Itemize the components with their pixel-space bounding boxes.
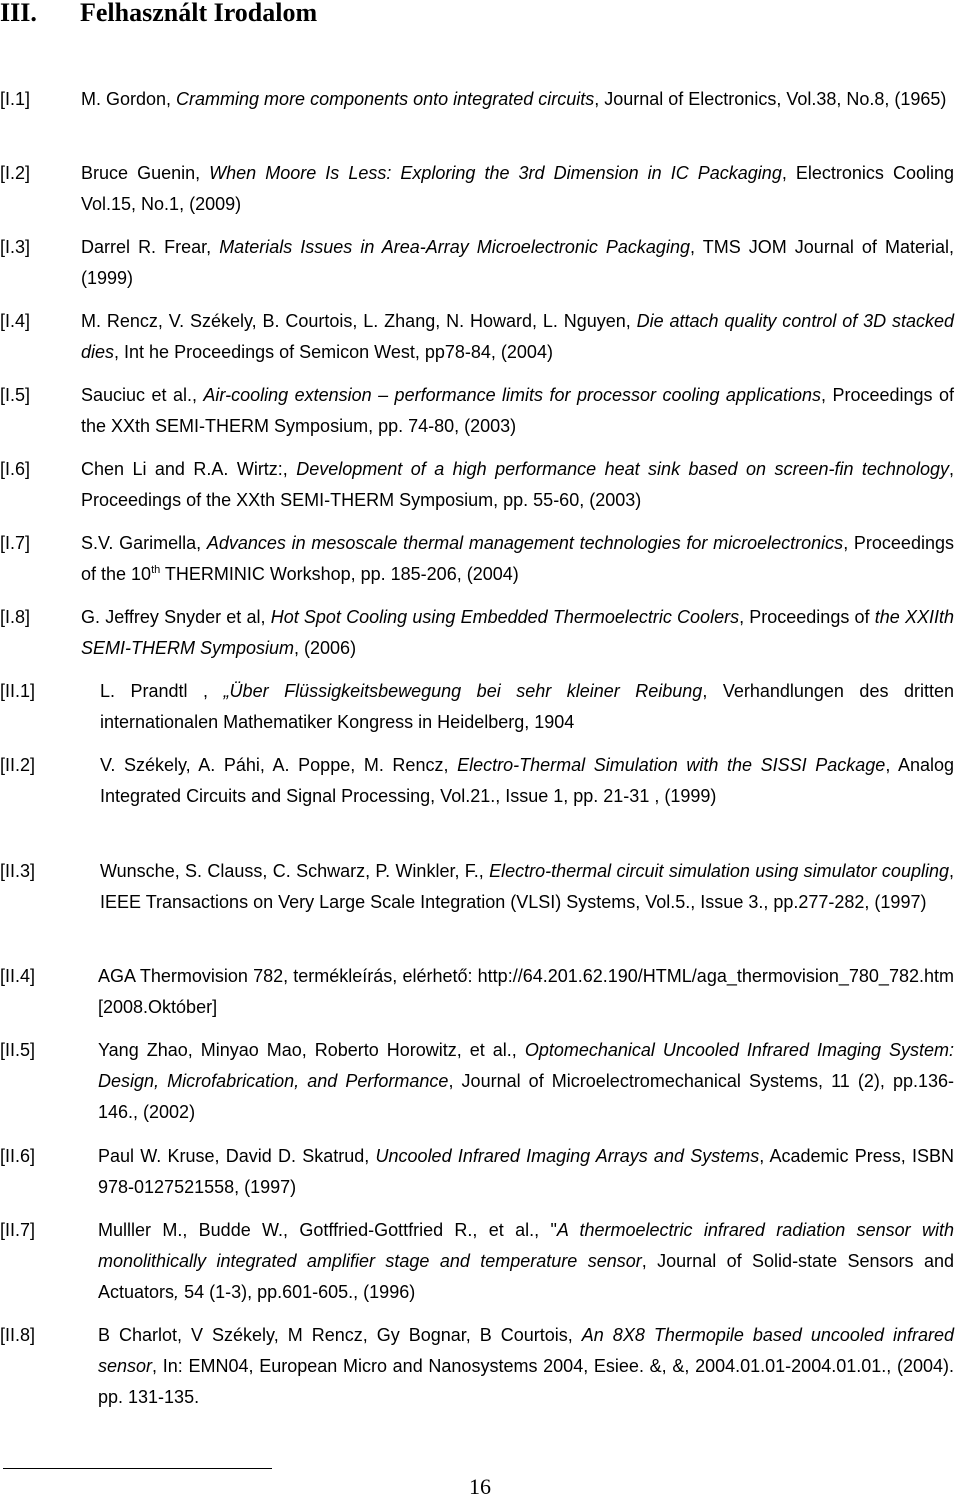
reference-title: Advances in mesoscale thermal management technologies for microelectronics	[206, 533, 844, 553]
reference-segment: , In: EMN04, European Micro and Nanosystems 2004, Esiee. &, &, 2004.01.01-2004.01.01., (2004). pp. 131-135.	[98, 1356, 954, 1407]
reference-title: When Moore Is Less: Exploring the 3rd Dimension in IC Packaging	[209, 163, 782, 183]
reference-item	[0, 1141, 954, 1203]
reference-title: Air-cooling extension – performance limits for processor cooling applications	[203, 385, 821, 405]
reference-text	[81, 380, 954, 442]
reference-segment: , Electronics Cooling Vol.15, No.1, (2009)	[81, 163, 954, 214]
reference-label: [I.2]	[0, 163, 31, 183]
reference-item	[0, 380, 954, 442]
reference-segment: , TMS JOM Journal of Material, (1999)	[81, 237, 954, 288]
reference-segment: , Proceedings of the 10	[81, 533, 954, 584]
reference-item	[0, 232, 954, 294]
reference-text	[100, 750, 954, 812]
reference-segment: M. Gordon,	[81, 89, 177, 109]
reference-segment: , Int he Proceedings of Semicon West, pp78-84, (2004)	[114, 342, 553, 362]
reference-segment: , Journal of Solid-state Sensors and Actuators	[98, 1251, 954, 1302]
reference-segment: Bruce Guenin,	[81, 163, 210, 183]
reference-segment: , Journal of Microelectromechanical Systems, 11 (2), pp.136-146., (2002)	[98, 1071, 955, 1122]
reference-text	[81, 454, 954, 516]
reference-segment: THERMINIC Workshop, pp. 185-206, (2004)	[160, 564, 519, 584]
reference-segment: Yang Zhao, Minyao Mao, Roberto Horowitz, et al.,	[98, 1040, 525, 1060]
reference-title: Hot Spot Cooling using Embedded Thermoelectric Coolers	[270, 607, 740, 627]
reference-segment: Chen Li and R.A. Wirtz:,	[81, 459, 297, 479]
reference-item	[0, 84, 954, 115]
reference-label: [I.1]	[0, 89, 31, 109]
reference-item	[0, 1035, 954, 1128]
reference-text	[98, 1141, 954, 1203]
reference-item	[0, 602, 954, 664]
reference-title: Cramming more components onto integrated circuits	[176, 89, 595, 109]
reference-label: [II.5]	[0, 1040, 36, 1060]
page-number: 16	[469, 1474, 491, 1499]
reference-segment: 54 (1-3), pp.601-605., (1996)	[179, 1282, 416, 1302]
reference-label: [II.1]	[0, 681, 36, 701]
reference-segment: , Academic Press, ISBN 978-0127521558, (1997)	[98, 1146, 954, 1197]
reference-item	[0, 676, 954, 738]
reference-text	[81, 158, 954, 220]
reference-item	[0, 856, 954, 918]
section-number: III.	[0, 0, 37, 27]
reference-text	[98, 1215, 954, 1308]
reference-label: [II.7]	[0, 1220, 36, 1240]
reference-item	[0, 454, 954, 516]
reference-text	[100, 856, 954, 918]
reference-title: Electro-Thermal Simulation with the SISSI Package	[457, 755, 886, 775]
reference-segment: G. Jeffrey Snyder et al,	[81, 607, 271, 627]
reference-segment: V. Székely, A. Páhi, A. Poppe, M. Rencz,	[100, 755, 458, 775]
reference-segment: M. Rencz, V. Székely, B. Courtois, L. Zhang, N. Howard, L. Nguyen,	[81, 311, 637, 331]
reference-segment: S.V. Garimella,	[81, 533, 207, 553]
reference-text	[100, 676, 954, 738]
reference-segment: Paul W. Kruse, David D. Skatrud,	[98, 1146, 376, 1166]
reference-text	[98, 1035, 954, 1128]
reference-text	[81, 306, 954, 368]
reference-item	[0, 158, 954, 220]
reference-segment: , Journal of Electronics, Vol.38, No.8, (1965)	[594, 89, 947, 109]
reference-item	[0, 1215, 954, 1308]
reference-segment: Mulller M., Budde W., Gotffried-Gottfried R., et al., "	[98, 1220, 557, 1240]
reference-title: Materials Issues in Area-Array Microelectronic Packaging	[219, 237, 690, 257]
reference-text	[81, 602, 954, 664]
reference-segment: , Proceedings of the XXth SEMI-THERM Symposium, pp. 55-60, (2003)	[81, 459, 954, 510]
reference-text	[98, 961, 954, 1023]
reference-segment: Darrel R. Frear,	[81, 237, 220, 257]
reference-segment: Sauciuc et al.,	[81, 385, 204, 405]
reference-text	[81, 528, 954, 590]
reference-segment: th	[151, 564, 161, 576]
footer-divider	[3, 1468, 272, 1469]
reference-title: „Über Flüssigkeitsbewegung bei sehr kleiner Reibung	[223, 681, 703, 701]
reference-title: the XXIIth SEMI-THERM Symposium	[81, 607, 954, 658]
reference-item	[0, 750, 954, 812]
reference-title: Optomechanical Uncooled Infrared Imaging System: Design, Microfabrication, and Performance	[98, 1040, 954, 1091]
reference-segment: , IEEE Transactions on Very Large Scale Integration (VLSI) Systems, Vol.5., Issue 3., pp.277-282, (1997)	[100, 861, 955, 912]
reference-segment: Wunsche, S. Clauss, C. Schwarz, P. Winkler, F.,	[100, 861, 490, 881]
reference-segment: B Charlot, V Székely, M Rencz, Gy Bognar, B Courtois,	[98, 1325, 582, 1345]
reference-label: [I.6]	[0, 459, 31, 479]
reference-segment: , Proceedings of	[739, 607, 875, 627]
reference-text	[81, 84, 954, 115]
reference-title: Electro-thermal circuit simulation using simulator coupling	[489, 861, 949, 881]
reference-label: [II.4]	[0, 966, 36, 986]
reference-segment: , (2006)	[294, 638, 357, 658]
reference-title: Development of a high performance heat sink based on screen-fin technology	[296, 459, 949, 479]
reference-label: [I.3]	[0, 237, 31, 257]
reference-segment: , Verhandlungen des dritten internationalen Mathematiker Kongress in Heidelberg, 1904	[100, 681, 954, 732]
reference-item	[0, 306, 954, 368]
reference-label: [I.4]	[0, 311, 31, 331]
reference-item	[0, 528, 954, 590]
reference-segment: AGA Thermovision 782, termékleírás, elérhető: http://64.201.62.190/HTML/aga_thermovision_780_782.htm [2008.Október]	[98, 966, 954, 1017]
reference-title: A thermoelectric infrared radiation sensor with monolithically integrated amplifier stage and temperature sensor	[98, 1220, 954, 1271]
reference-label: [II.6]	[0, 1146, 36, 1166]
section-heading	[0, 0, 317, 26]
reference-label: [II.3]	[0, 861, 36, 881]
reference-segment: L. Prandtl ,	[100, 681, 224, 701]
reference-label: [I.5]	[0, 385, 31, 405]
reference-label: [II.2]	[0, 755, 36, 775]
reference-title: Uncooled Infrared Imaging Arrays and Systems	[375, 1146, 760, 1166]
reference-label: [I.7]	[0, 533, 31, 553]
reference-title: Die attach quality control of 3D stacked dies	[81, 311, 954, 362]
reference-label: [I.8]	[0, 607, 31, 627]
reference-title: ,	[174, 1282, 180, 1302]
section-title: Felhasznált Irodalom	[80, 0, 318, 27]
reference-item	[0, 1320, 954, 1413]
reference-item	[0, 961, 954, 1023]
reference-title: An 8X8 Thermopile based uncooled infrared sensor	[98, 1325, 954, 1376]
reference-segment: , Analog Integrated Circuits and Signal Processing, Vol.21., Issue 1, pp. 21-31 , (1999)	[100, 755, 954, 806]
reference-text	[98, 1320, 954, 1413]
reference-label: [II.8]	[0, 1325, 36, 1345]
reference-text	[81, 232, 954, 294]
reference-segment: , Proceedings of the XXth SEMI-THERM Symposium, pp. 74-80, (2003)	[81, 385, 954, 436]
